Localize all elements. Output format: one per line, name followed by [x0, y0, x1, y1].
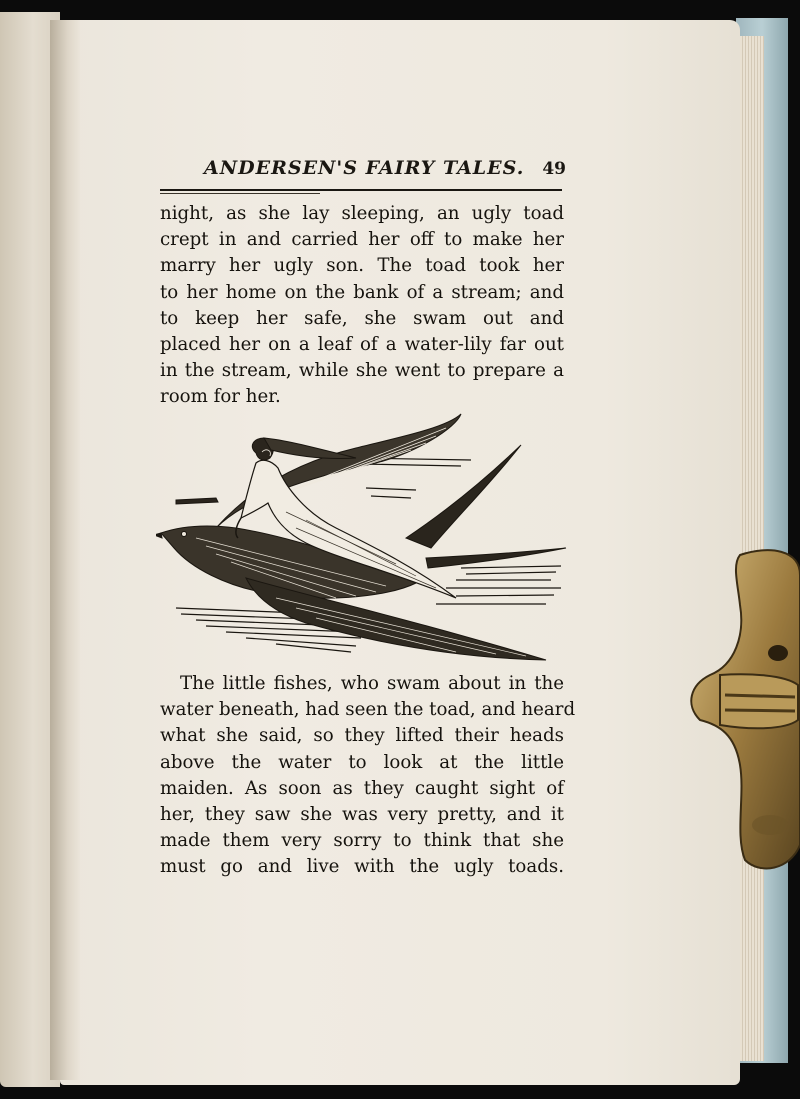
text-line: placed her on a leaf of a water-lily far out — [160, 333, 564, 355]
book-gutter — [50, 20, 80, 1080]
header-rule — [160, 189, 562, 191]
page-number: 49 — [542, 159, 566, 179]
text-line: her, they saw she was very pretty, and it — [160, 803, 564, 825]
text-line: to her home on the bank of a stream; and — [160, 281, 564, 303]
text-line: in the stream, while she went to prepare a — [160, 360, 564, 382]
running-title: ANDERSEN'S FAIRY TALES. — [204, 157, 525, 179]
header-rule-thin — [160, 193, 320, 194]
text-line: made them very sorry to think that she — [160, 830, 564, 852]
text-line: must go and live with the ugly toads. — [160, 856, 564, 878]
text-line: night, as she lay sleeping, an ugly toad — [160, 203, 564, 224]
swallow-illustration — [156, 408, 572, 668]
text-line: to keep her safe, she swam out and — [160, 307, 564, 329]
text-line: crept in and carried her off to make her — [160, 229, 564, 251]
brass-clasp — [690, 545, 800, 875]
text-line: room for her. — [160, 386, 281, 408]
paragraph-bottom — [160, 671, 576, 881]
text-line: The little fishes, who swam about in the — [180, 673, 564, 694]
page-header — [140, 157, 566, 179]
text-line: what she said, so they lifted their heads — [160, 725, 564, 747]
text-line: water beneath, had seen the toad, and heard — [160, 699, 576, 721]
text-line: above the water to look at the little — [160, 751, 564, 773]
text-line: maiden. As soon as they caught sight of — [160, 777, 564, 799]
paragraph-top — [160, 201, 564, 411]
text-line: marry her ugly son. The toad took her — [160, 255, 564, 277]
